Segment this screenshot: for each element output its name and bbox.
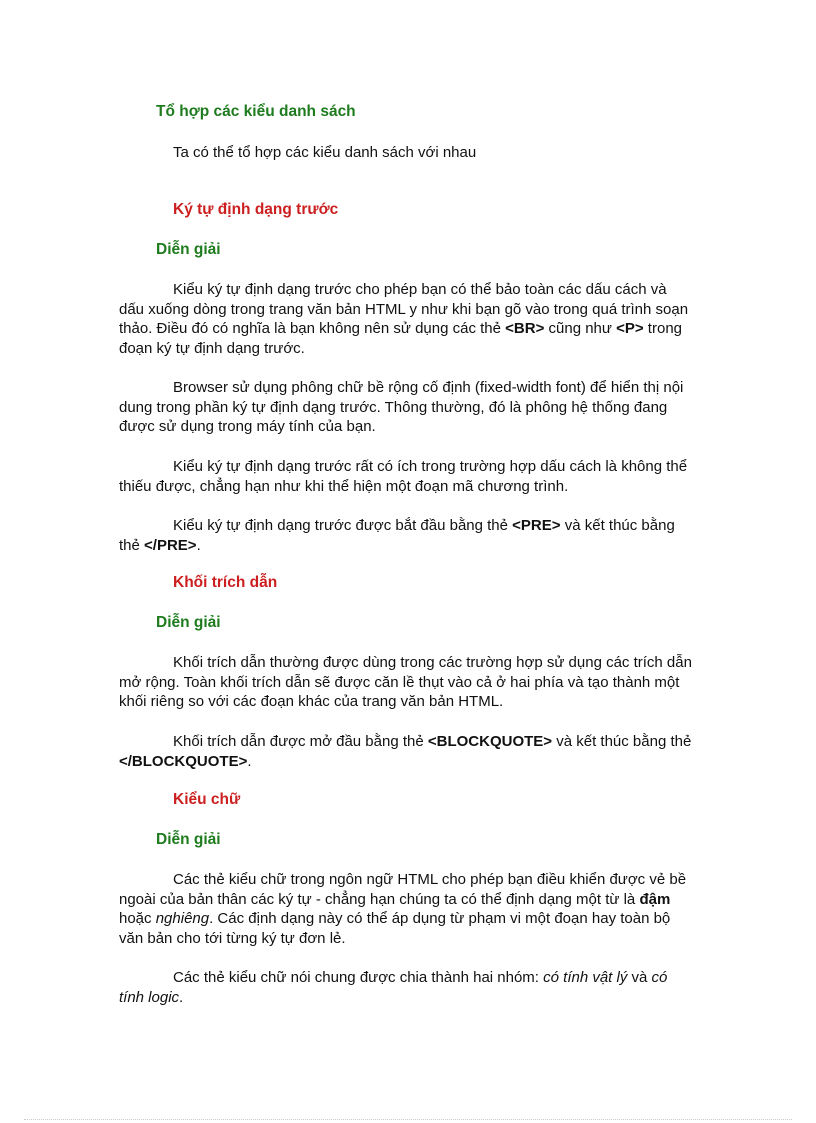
br-tag: <BR> — [505, 320, 545, 338]
pre-paragraph-3: Kiểu ký tự định dạng trước rất có ích trong trường hợp dấu cách là không thể thiếu được, chẳng hạn như khi thể hiện một đoạn mã chương trình. — [119, 458, 688, 495]
pre-paragraph-4: Kiểu ký tự định dạng trước được bắt đầu bằng thẻ <PRE> và kết thúc bằng thẻ </PRE>. — [119, 517, 675, 554]
bold-word: đậm — [639, 890, 671, 908]
pre-open-tag: <PRE> — [512, 517, 561, 534]
page-bottom-divider — [24, 1119, 792, 1120]
combine-text: Ta có thể tổ hợp các kiểu danh sách với nhau — [173, 144, 477, 161]
pre-close-tag: </PRE> — [144, 536, 197, 554]
heading-combine-lists: Tổ hợp các kiểu danh sách — [156, 103, 356, 120]
font-paragraph-2: Các thẻ kiểu chữ nói chung được chia thành hai nhóm: có tính vật lý và có tính logic. — [119, 969, 668, 1006]
bq-paragraph-2: Khối trích dẫn được mở đầu bằng thẻ <BLOCKQUOTE> và kết thúc bằng thẻ </BLOCKQUOTE>. — [119, 733, 692, 770]
logical-style-term: có tính logic — [119, 969, 668, 1006]
explain-heading-font: Diễn giải — [156, 831, 221, 848]
heading-blockquote: Khối trích dẫn — [173, 574, 278, 591]
explain-heading-pre: Diễn giải — [156, 241, 221, 258]
p-tag: <P> — [616, 320, 644, 338]
pre-paragraph-1: Kiểu ký tự định dạng trước cho phép bạn có thể bảo toàn các dấu cách và dấu xuống dòng trong trang văn bản HTML y như khi bạn gõ vào trong quá trình soạn thảo. Điều đó có nghĩa là bạn không nên sử dụng các thẻ <BR> cũng như <P> trong đoạn ký tự định dạng trước. — [119, 281, 689, 357]
explain-heading-bq: Diễn giải — [156, 614, 221, 631]
blockquote-close-tag: </BLOCKQUOTE> — [119, 752, 248, 770]
blockquote-open-tag: <BLOCKQUOTE> — [427, 733, 553, 750]
heading-font-style: Kiểu chữ — [173, 791, 241, 808]
pre-paragraph-2: Browser sử dụng phông chữ bề rộng cố định (fixed-width font) để hiển thị nội dung trong phần ký tự định dạng trước. Thông thường, đó là phông hệ thống đang được sử dụng trong máy tính của bạn. — [119, 379, 684, 436]
bq-paragraph-1: Khối trích dẫn thường được dùng trong các trường hợp sử dụng các trích dẫn mở rộng. Toàn khối trích dẫn sẽ được căn lề thụt vào cả ở hai phía và tạo thành một khối riêng so với các đoạn khác của trang văn bản HTML. — [119, 654, 692, 711]
italic-word: nghiêng — [155, 910, 210, 928]
font-paragraph-1: Các thẻ kiểu chữ trong ngôn ngữ HTML cho phép bạn điều khiển được vẻ bề ngoài của bản thân các ký tự - chẳng hạn chúng ta có thể định dạng một từ là đậm hoặc nghiêng. Các định dạng này có thể áp dụng từ phạm vi một đoạn hay toàn bộ văn bản cho tới từng ký tự đơn lẻ. — [119, 871, 687, 947]
heading-preformatted: Ký tự định dạng trước — [173, 201, 339, 218]
physical-style-term: có tính vật lý — [543, 969, 628, 986]
